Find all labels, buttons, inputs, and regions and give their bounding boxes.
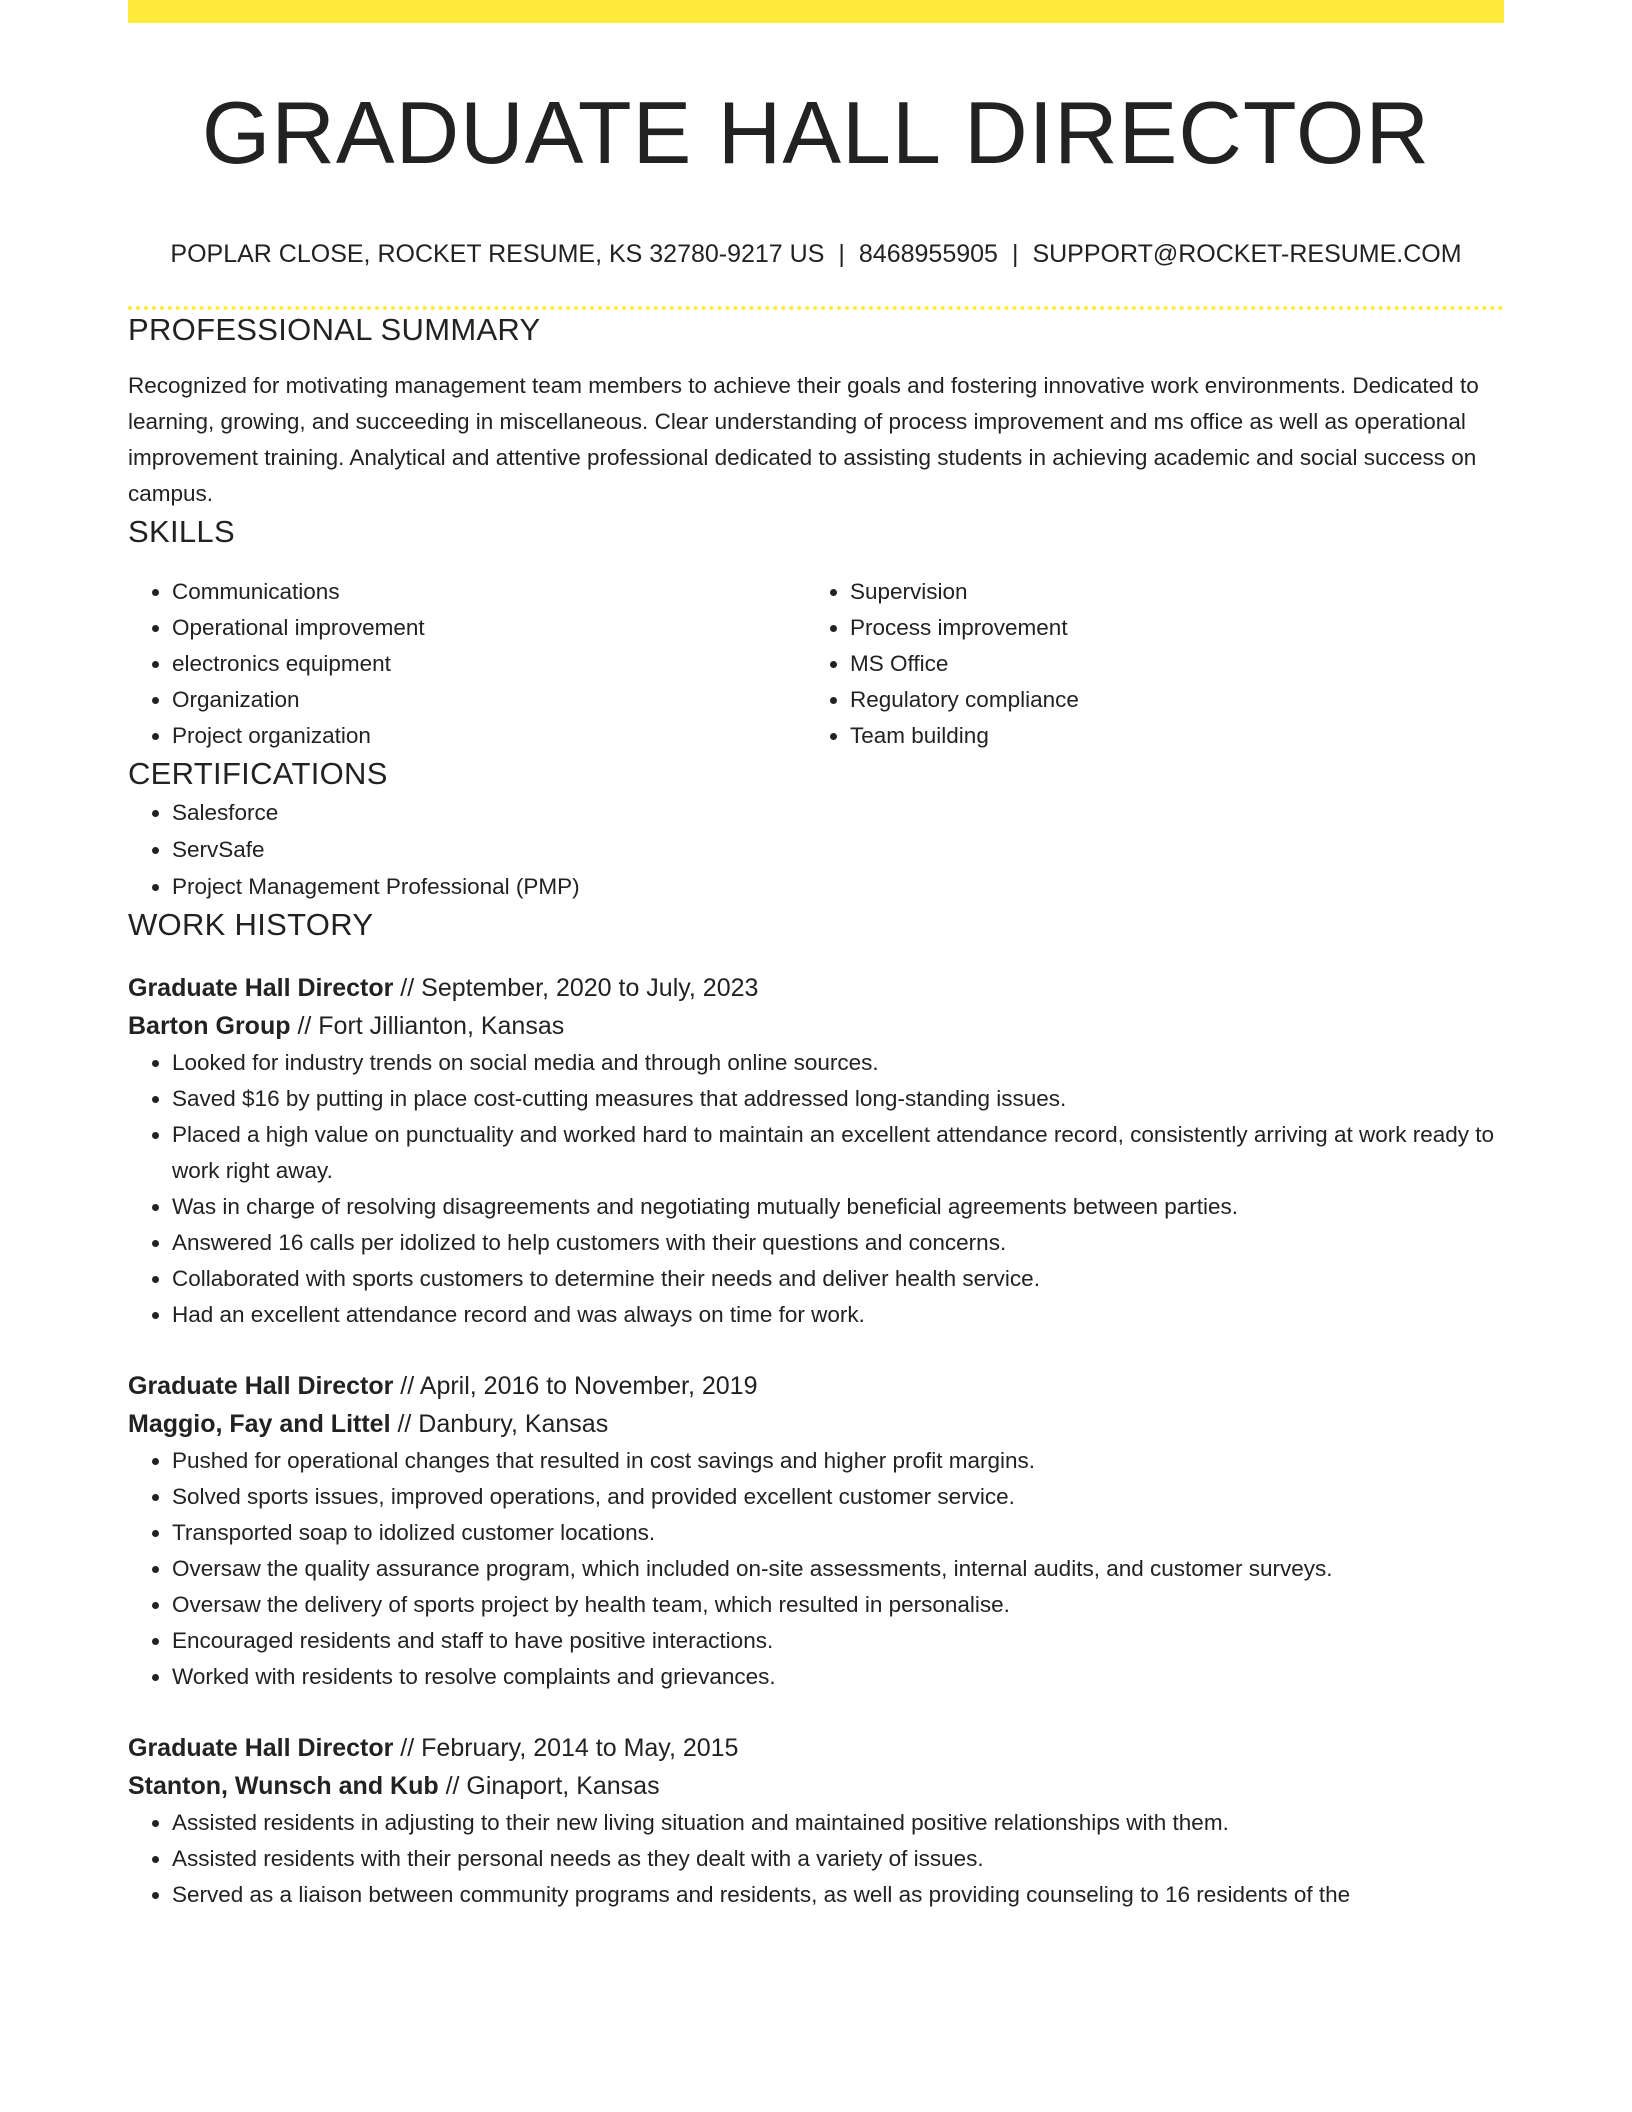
contact-email: SUPPORT@ROCKET-RESUME.COM — [1032, 240, 1462, 268]
job-company-line — [128, 1405, 1504, 1443]
job-bullets — [128, 1443, 1504, 1695]
job-bullet: • Collaborated with sports customers to determine their needs and deliver health service. — [172, 1261, 1504, 1297]
job-company: Stanton, Wunsch and Kub — [128, 1772, 439, 1800]
job-bullet: • Placed a high value on punctuality and worked hard to maintain an excellent attendance record, consistently arriving at work ready to work right away. — [172, 1117, 1504, 1189]
job-bullet: • Looked for industry trends on social media and through online sources. — [172, 1045, 1504, 1081]
skills-list-left — [128, 574, 806, 754]
skill-item: • Supervision — [850, 574, 1484, 610]
job-company-line — [128, 1007, 1504, 1045]
skills-columns — [128, 574, 1504, 754]
certifications-list — [128, 794, 1504, 905]
job-bullet: • Transported soap to idolized customer locations. — [172, 1515, 1504, 1551]
job-entry — [128, 1729, 1504, 1913]
job-bullet: • Assisted residents with their personal needs as they dealt with a variety of issues. — [172, 1841, 1504, 1877]
job-company-line — [128, 1767, 1504, 1805]
skill-item: • Communications — [172, 574, 806, 610]
job-bullet: • Served as a liaison between community programs and residents, as well as providing counseling to 16 residents of the — [172, 1877, 1504, 1913]
skill-item: • Organization — [172, 682, 806, 718]
skill-item: • Regulatory compliance — [850, 682, 1484, 718]
resume-page — [128, 0, 1504, 1913]
job-role: Graduate Hall Director — [128, 974, 394, 1002]
resume-name: GRADUATE HALL DIRECTOR — [201, 83, 1431, 182]
certification-item: • Project Management Professional (PMP) — [172, 868, 1504, 905]
skill-item: • Operational improvement — [172, 610, 806, 646]
job-entry — [128, 1367, 1504, 1695]
skill-item: • Team building — [850, 718, 1484, 754]
job-title-line — [128, 1367, 1504, 1405]
skill-item: • electronics equipment — [172, 646, 806, 682]
job-bullets — [128, 1805, 1504, 1913]
work-history-heading: WORK HISTORY — [128, 907, 374, 942]
job-bullets — [128, 1045, 1504, 1333]
contact-address: POPLAR CLOSE, ROCKET RESUME, KS 32780-9217 US — [170, 240, 825, 268]
job-bullet: • Had an excellent attendance record and was always on time for work. — [172, 1297, 1504, 1333]
job-bullet: • Encouraged residents and staff to have positive interactions. — [172, 1623, 1504, 1659]
job-bullet: • Pushed for operational changes that resulted in cost savings and higher profit margins. — [172, 1443, 1504, 1479]
accent-bar — [128, 0, 1504, 23]
job-dates: // September, 2020 to July, 2023 — [393, 974, 759, 1002]
job-bullet: • Saved $16 by putting in place cost-cutting measures that addressed long-standing issues. — [172, 1081, 1504, 1117]
skill-item: • Process improvement — [850, 610, 1484, 646]
skill-item: • MS Office — [850, 646, 1484, 682]
contact-phone: 8468955905 — [858, 240, 998, 268]
job-dates: // April, 2016 to November, 2019 — [393, 1372, 758, 1400]
certifications-heading: CERTIFICATIONS — [128, 756, 388, 791]
job-title-line — [128, 969, 1504, 1007]
job-location: // Danbury, Kansas — [390, 1410, 609, 1438]
certification-item: • ServSafe — [172, 831, 1504, 868]
contact-line — [128, 238, 1504, 270]
contact-separator: | — [1011, 240, 1019, 268]
job-role: Graduate Hall Director — [128, 1734, 394, 1762]
job-bullet: • Answered 16 calls per idolized to help customers with their questions and concerns. — [172, 1225, 1504, 1261]
skills-list-right — [806, 574, 1484, 754]
job-company: Barton Group — [128, 1012, 291, 1040]
contact-separator: | — [838, 240, 845, 268]
job-bullet: • Was in charge of resolving disagreements and negotiating mutually beneficial agreements between parties. — [172, 1189, 1504, 1225]
job-entry — [128, 969, 1504, 1333]
summary-text: Recognized for motivating management team members to achieve their goals and fostering innovative work environments. Dedicated to learning, growing, and succeeding in miscellaneous. Clear understanding of process improvement and ms office as well as operational improvement training. Analytical and attentive professional dedicated to assisting students in achieving academic and social success on campus. — [128, 373, 1479, 506]
skill-item: • Project organization — [172, 718, 806, 754]
job-bullet: • Assisted residents in adjusting to their new living situation and maintained positive relationships with them. — [172, 1805, 1504, 1841]
summary-heading: PROFESSIONAL SUMMARY — [128, 312, 541, 347]
job-role: Graduate Hall Director — [128, 1372, 394, 1400]
job-location: // Ginaport, Kansas — [438, 1772, 660, 1800]
job-bullet: • Worked with residents to resolve complaints and grievances. — [172, 1659, 1504, 1695]
job-bullet: • Solved sports issues, improved operations, and provided excellent customer service. — [172, 1479, 1504, 1515]
job-title-line — [128, 1729, 1504, 1767]
job-dates: // February, 2014 to May, 2015 — [393, 1734, 739, 1762]
job-bullet: • Oversaw the delivery of sports project by health team, which resulted in personalise. — [172, 1587, 1504, 1623]
certification-item: • Salesforce — [172, 794, 1504, 831]
job-location: // Fort Jillianton, Kansas — [290, 1012, 565, 1040]
job-bullet: • Oversaw the quality assurance program, which included on-site assessments, internal audits, and customer surveys. — [172, 1551, 1504, 1587]
job-company: Maggio, Fay and Littel — [128, 1410, 391, 1438]
skills-heading: SKILLS — [128, 514, 235, 549]
